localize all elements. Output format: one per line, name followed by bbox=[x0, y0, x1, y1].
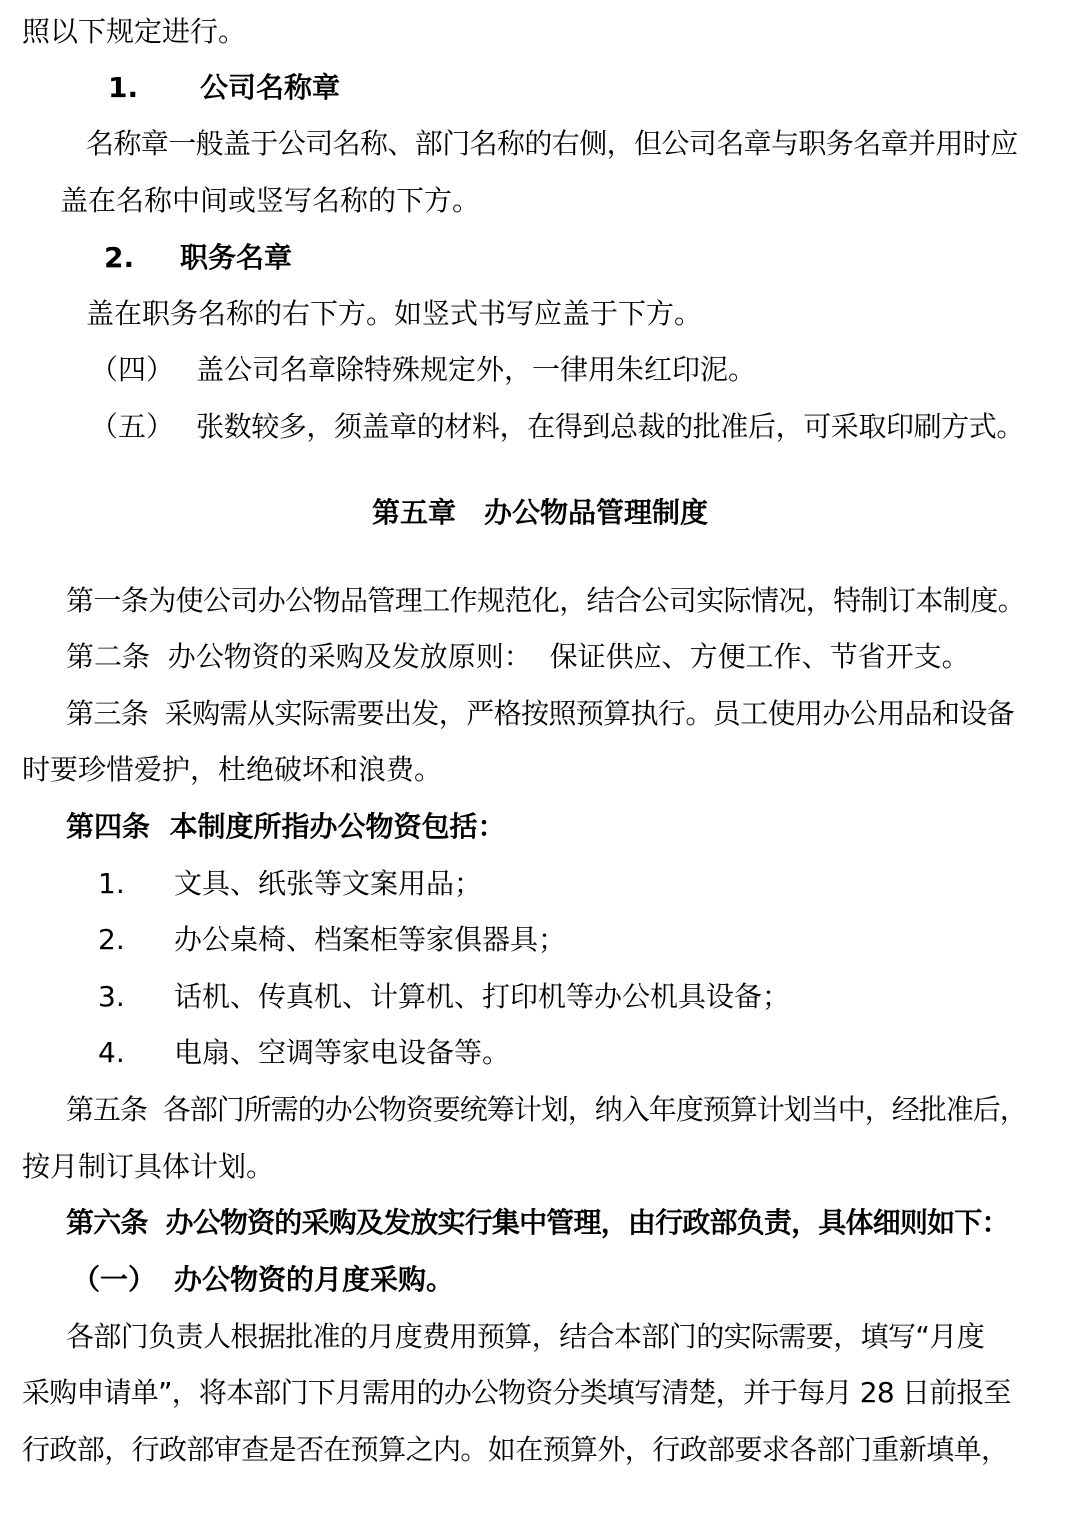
paragraph-line: 盖在名称中间或竖写名称的下方。 bbox=[60, 184, 481, 217]
subsection-number: （一） bbox=[72, 1263, 157, 1296]
article-line: 第二条 办公物资的采购及发放原则： 保证供应、方便工作、节省开支。 bbox=[66, 640, 970, 673]
item-number: （五） bbox=[90, 410, 175, 443]
item-text: 张数较多，须盖章的材料，在得到总裁的批准后，可采取印刷方式。 bbox=[196, 410, 1025, 443]
paragraph-line: 照以下规定进行。 bbox=[22, 15, 247, 48]
paragraph-line: 名称章一般盖于公司名称、部门名称的右侧，但公司名章与职务名章并用时应 bbox=[86, 127, 1018, 160]
paragraph-line: 采购申请单”，将本部门下月需用的办公物资分类填写清楚，并于每月 28 日前报至 bbox=[22, 1376, 1011, 1409]
article-line: 第一条为使公司办公物品管理工作规范化，结合公司实际情况，特制订本制度。 bbox=[66, 584, 1026, 617]
paragraph-line: 行政部，行政部审查是否在预算之内。如在预算外，行政部要求各部门重新填单， bbox=[22, 1433, 1009, 1466]
paragraph-line: 盖在职务名称的右下方。如竖式书写应盖于下方。 bbox=[86, 297, 703, 330]
list-item-number: 3. bbox=[98, 980, 125, 1013]
section-number: 2. bbox=[104, 241, 135, 274]
list-item-text: 话机、传真机、计算机、打印机等办公机具设备； bbox=[174, 980, 791, 1013]
subsection-heading: 办公物资的月度采购。 bbox=[174, 1263, 455, 1296]
article-line: 第三条 采购需从实际需要出发，严格按照预算执行。员工使用办公用品和设备 bbox=[66, 697, 1015, 730]
article-heading: 第六条 办公物资的采购及发放实行集中管理，由行政部负责，具体细则如下： bbox=[66, 1206, 1009, 1239]
list-item-number: 4. bbox=[98, 1036, 125, 1069]
article-heading: 第四条 本制度所指办公物资包括： bbox=[66, 810, 506, 843]
paragraph-line: 各部门负责人根据批准的月度费用预算，结合本部门的实际需要，填写“月度 bbox=[66, 1320, 985, 1353]
article-line: 第五条 各部门所需的办公物资要统筹计划，纳入年度预算计划当中，经批准后， bbox=[66, 1093, 1027, 1126]
list-item-text: 文具、纸张等文案用品； bbox=[174, 867, 483, 900]
item-number: （四） bbox=[90, 353, 175, 386]
article-line: 按月制订具体计划。 bbox=[22, 1150, 275, 1183]
article-line: 时要珍惜爱护，杜绝破坏和浪费。 bbox=[22, 753, 443, 786]
item-text: 盖公司名章除特殊规定外，一律用朱红印泥。 bbox=[196, 353, 757, 386]
section-heading: 职务名章 bbox=[180, 241, 293, 274]
list-item-number: 2. bbox=[98, 923, 125, 956]
list-item-text: 办公桌椅、档案柜等家俱器具； bbox=[174, 923, 567, 956]
section-heading: 公司名称章 bbox=[200, 71, 341, 104]
chapter-title: 第五章 办公物品管理制度 bbox=[371, 496, 708, 529]
list-item-number: 1. bbox=[98, 867, 125, 900]
section-number: 1. bbox=[108, 71, 139, 104]
list-item-text: 电扇、空调等家电设备等。 bbox=[174, 1036, 511, 1069]
